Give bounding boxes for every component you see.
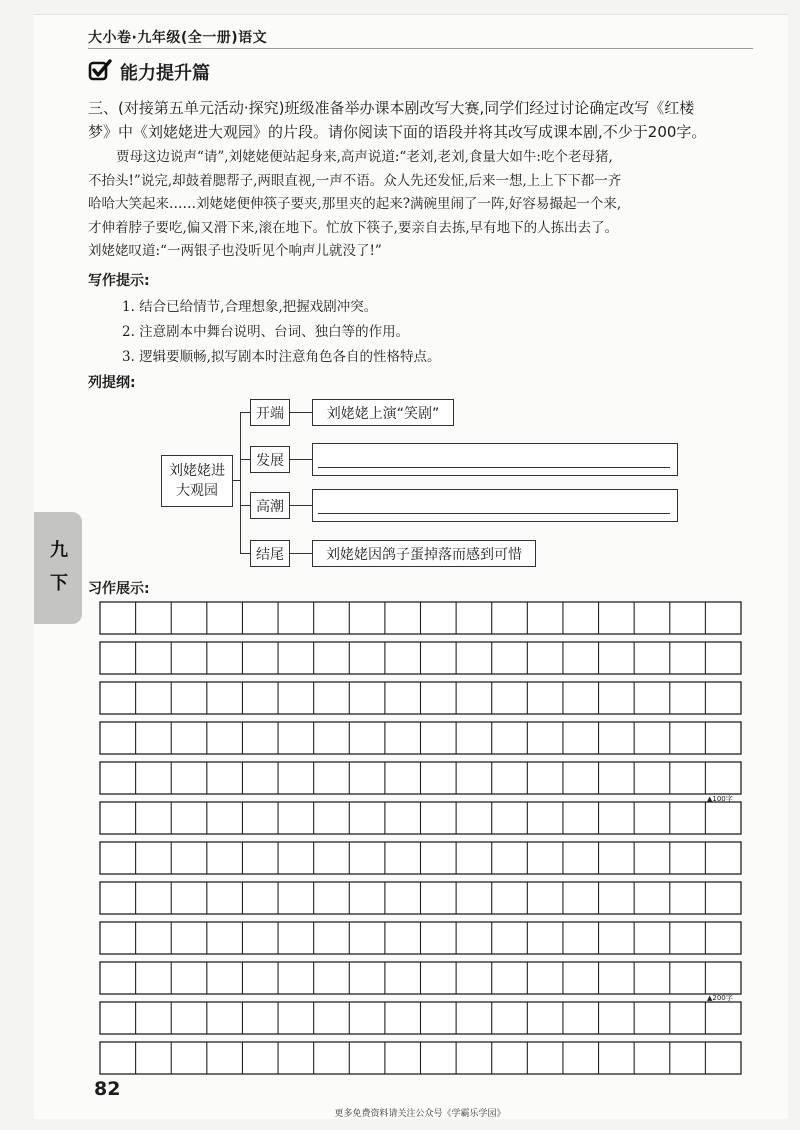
tip-item: 1. 结合已给情节,合理想象,把握戏剧冲突。: [122, 299, 378, 315]
book-title: 大小卷·九年级(全一册)语文: [88, 30, 268, 46]
tips-heading: 写作提示:: [88, 273, 150, 289]
grid-row[interactable]: [100, 922, 741, 954]
outline-root-line-1: 刘姥姥进: [169, 463, 225, 479]
grid-row[interactable]: [100, 682, 741, 714]
stage-label-development: 发展: [250, 446, 290, 473]
marker-200: ▲200字: [707, 994, 733, 1002]
grid-row[interactable]: [100, 602, 741, 634]
passage-line-3: 哈哈大笑起来……刘姥姥便伸筷子要夹,那里夹的起来?满碗里闹了一阵,好容易撮起一个来,: [88, 196, 622, 212]
tip-item: 3. 逻辑要顺畅,拟写剧本时注意角色各自的性格特点。: [122, 349, 441, 365]
marker-100: ▲100字: [707, 795, 733, 803]
writing-heading: 习作展示:: [88, 581, 150, 597]
grid-row[interactable]: [100, 1042, 741, 1074]
section-title: 能力提升篇: [120, 63, 210, 84]
question-line-2: 梦》中《刘姥姥进大观园》的片段。请你阅读下面的语段并将其改写成课本剧,不少于200字。: [88, 123, 707, 141]
stage-content-ending: 刘姥姥因鸽子蛋掉落而感到可惜: [312, 540, 536, 567]
outline-root-line-2: 大观园: [176, 483, 218, 499]
footer-note: 更多免费资料请关注公众号《学霸乐学园》: [334, 1109, 506, 1119]
stage-label-ending: 结尾: [250, 540, 290, 567]
stage-content-opening: 刘姥姥上演“笑剧”: [312, 399, 454, 426]
grid-row[interactable]: [100, 962, 741, 994]
side-tab-char-2: 下: [50, 573, 68, 594]
passage-line-2: 不抬头!”说完,却鼓着腮帮子,两眼直视,一声不语。众人先还发怔,后来一想,上上下下都一齐: [88, 172, 622, 189]
tip-item: 2. 注意剧本中舞台说明、台词、独白等的作用。: [122, 324, 410, 340]
grid-row[interactable]: [100, 1002, 741, 1034]
outline-heading: 列提纲:: [88, 375, 136, 391]
page-number: 82: [94, 1078, 121, 1100]
grid-row[interactable]: [100, 642, 741, 674]
grid-row[interactable]: [100, 802, 741, 834]
grid-row[interactable]: [100, 762, 741, 794]
grid-row[interactable]: [100, 882, 741, 914]
stage-label-opening: 开端: [250, 399, 290, 426]
grid-row[interactable]: [100, 842, 741, 874]
grid-row[interactable]: [100, 722, 741, 754]
passage-line-4: 才伸着脖子要吃,偏又滑下来,滚在地下。忙放下筷子,要亲自去拣,早有地下的人拣出去了。: [88, 219, 619, 236]
passage-line-1: 贾母这边说声“请”,刘姥姥便站起身来,高声说道:“老刘,老刘,食量大如牛:吃个老母猪,: [116, 149, 613, 165]
side-tab-char-1: 九: [50, 540, 68, 561]
stage-label-climax: 高潮: [250, 492, 290, 519]
question-line-1: 三、(对接第五单元活动·探究)班级准备举办课本剧改写大赛,同学们经过讨论确定改写《红楼: [88, 99, 695, 117]
passage-line-5: 刘姥姥叹道:“一两银子也没听见个响声儿就没了!”: [88, 243, 382, 259]
